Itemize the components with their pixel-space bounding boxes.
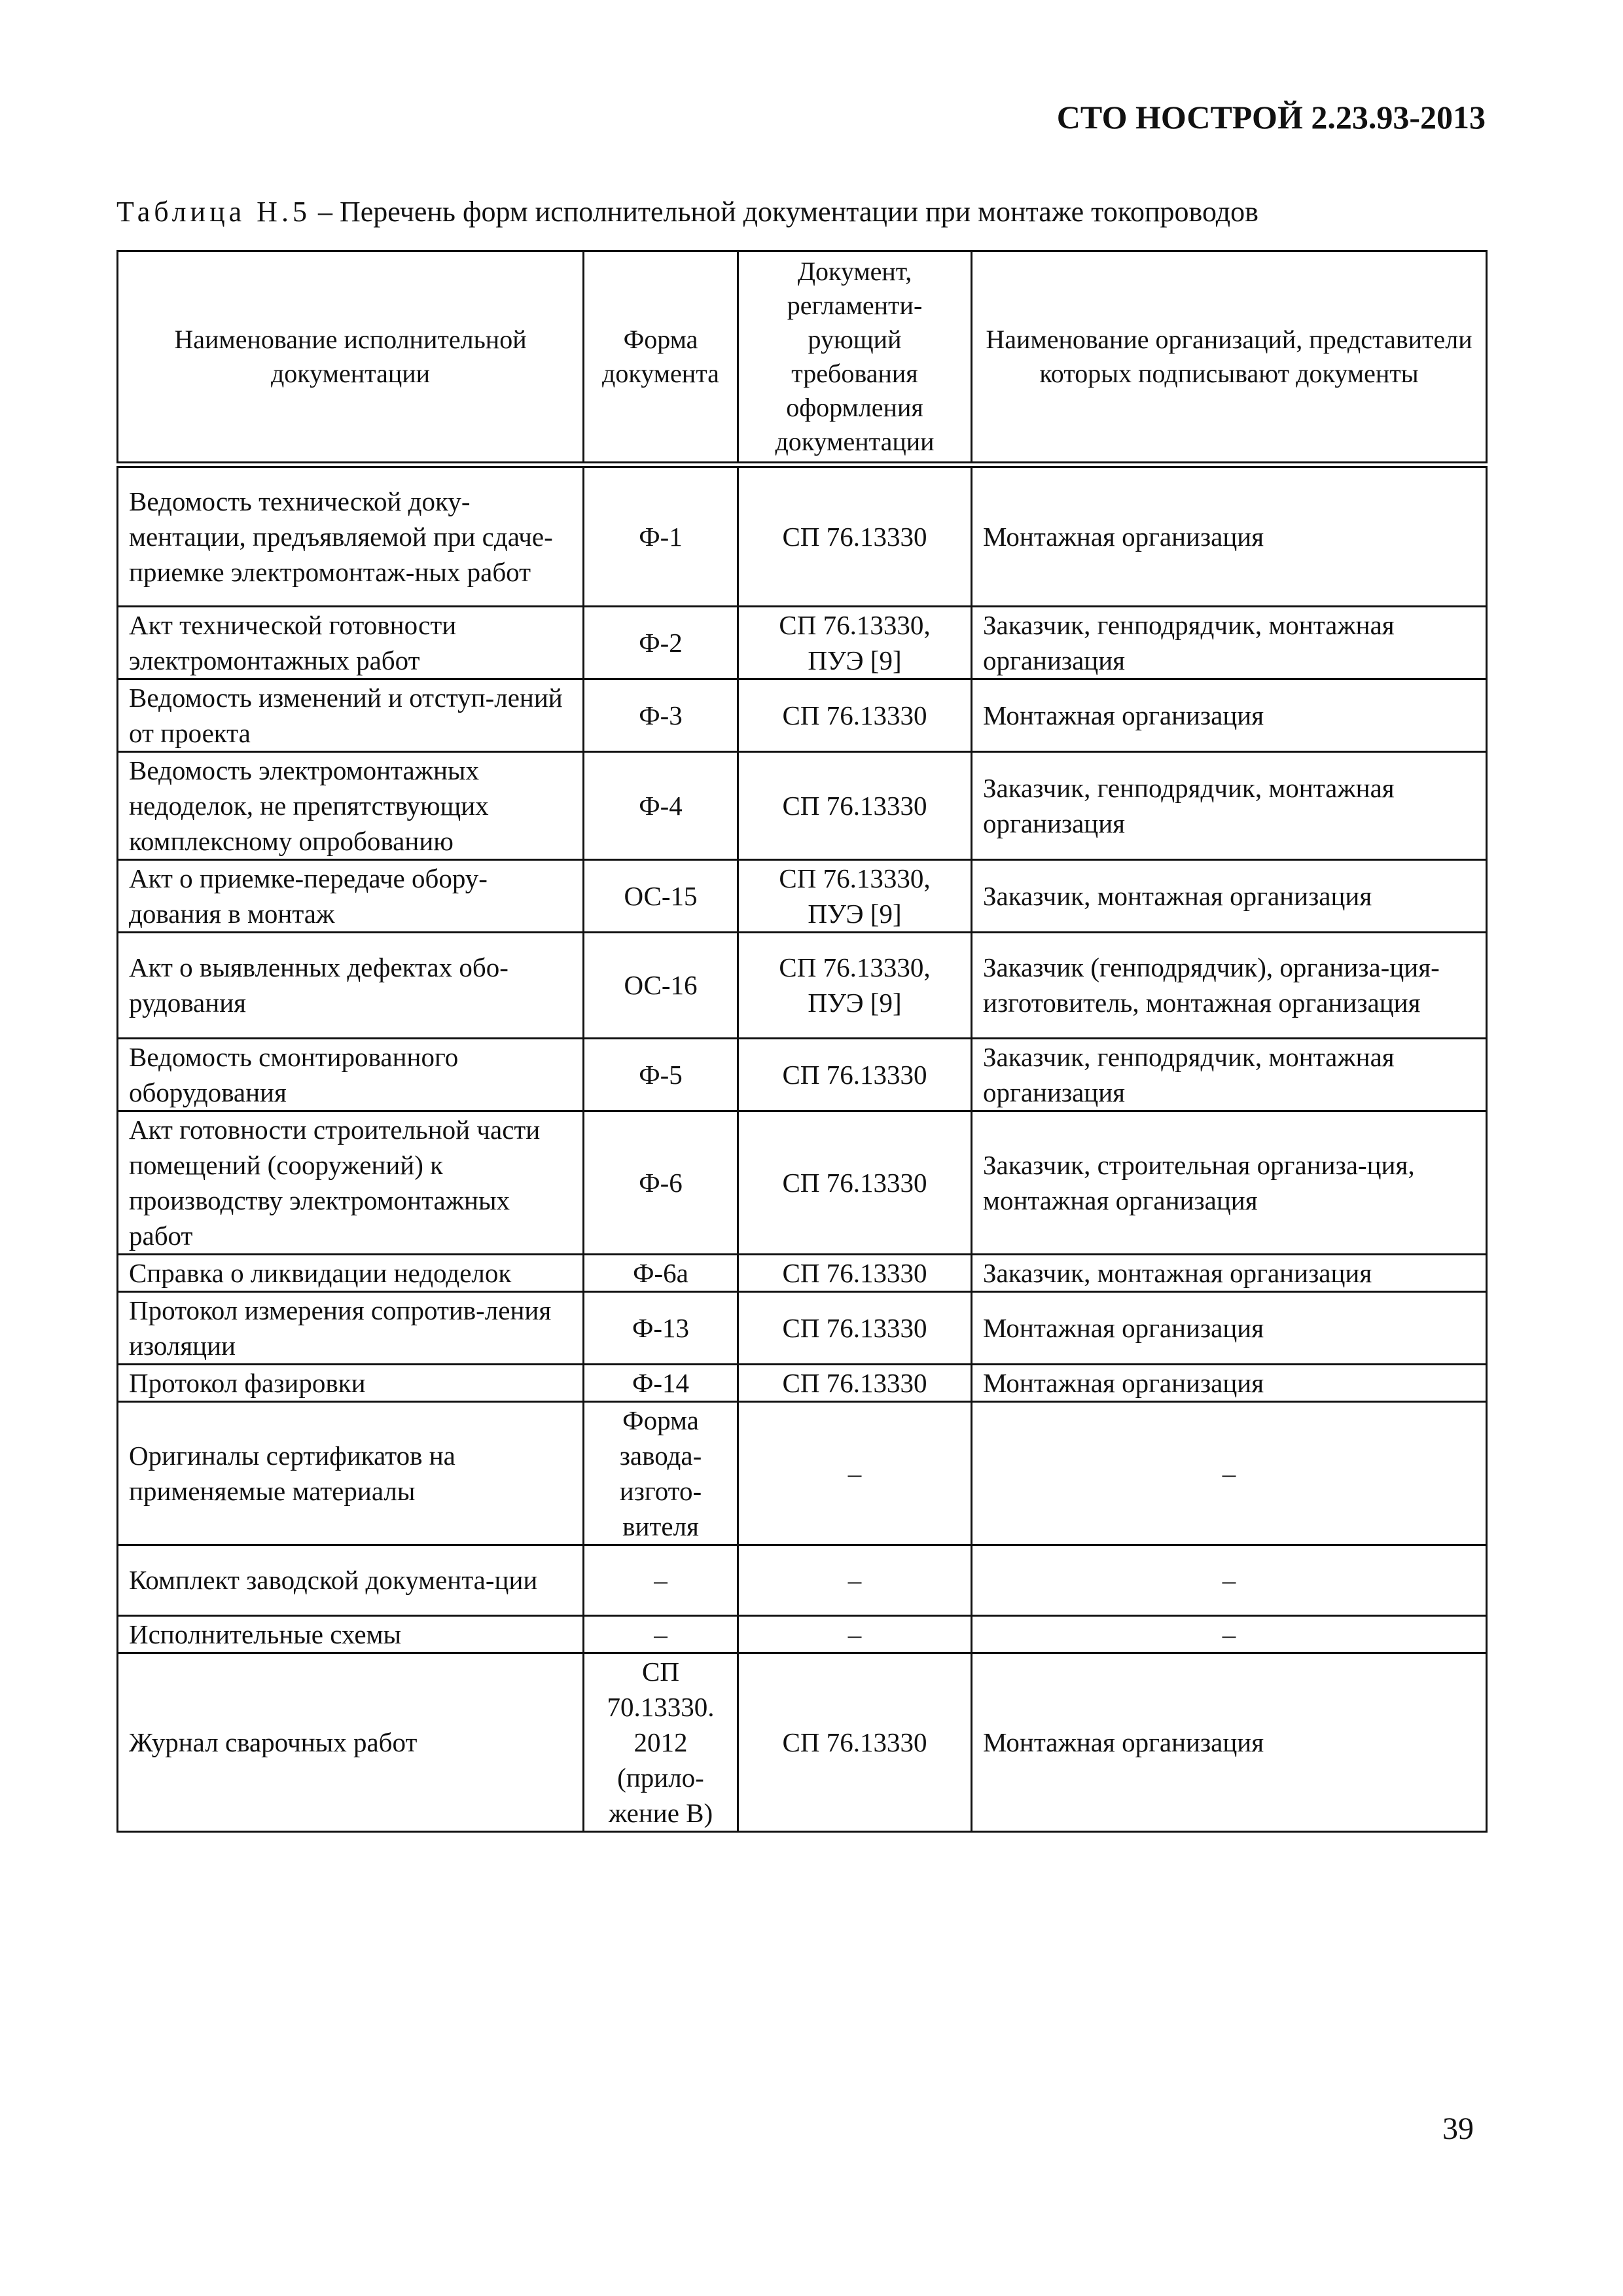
table-row xyxy=(118,465,1487,606)
table-caption-text: – Перечень форм исполнительной документации при монтаже токопроводов xyxy=(310,196,1258,228)
cell-regulation: СП 76.13330 xyxy=(738,465,972,606)
table-row xyxy=(118,1401,1487,1545)
cell-name: Журнал сварочных работ xyxy=(118,1653,584,1831)
column-header-form: Форма документа xyxy=(584,251,738,465)
cell-form: Ф-6а xyxy=(584,1254,738,1291)
column-header-organizations: Наименование организаций, представители которых подписывают документы xyxy=(972,251,1487,465)
cell-name: Акт технической готовности электромонтажных работ xyxy=(118,606,584,679)
cell-name: Ведомость электромонтажных недоделок, не препятствующих комплексному опробованию xyxy=(118,751,584,859)
cell-organizations: Заказчик, генподрядчик, монтажная организация xyxy=(972,751,1487,859)
table-row xyxy=(118,1111,1487,1254)
table-row xyxy=(118,751,1487,859)
cell-regulation: СП 76.13330 xyxy=(738,1653,972,1831)
cell-form: – xyxy=(584,1615,738,1653)
cell-organizations: – xyxy=(972,1615,1487,1653)
cell-form: ОС-15 xyxy=(584,859,738,932)
cell-name: Оригиналы сертификатов на применяемые материалы xyxy=(118,1401,584,1545)
table-caption-label: Таблица Н.5 xyxy=(116,196,311,228)
document-code: СТО НОСТРОЙ 2.23.93-2013 xyxy=(1056,99,1486,135)
table-row xyxy=(118,679,1487,751)
cell-organizations: Монтажная организация xyxy=(972,1653,1487,1831)
cell-organizations: Заказчик, монтажная организация xyxy=(972,859,1487,932)
cell-form: Ф-6 xyxy=(584,1111,738,1254)
table-row xyxy=(118,932,1487,1038)
page-number: 39 xyxy=(1442,2111,1474,2146)
cell-regulation: СП 76.13330, ПУЭ [9] xyxy=(738,606,972,679)
table-header-row xyxy=(118,251,1487,465)
cell-name: Ведомость изменений и отступ-лений от проекта xyxy=(118,679,584,751)
cell-organizations: Заказчик, генподрядчик, монтажная организация xyxy=(972,1038,1487,1111)
cell-regulation: СП 76.13330, ПУЭ [9] xyxy=(738,932,972,1038)
cell-name: Акт о выявленных дефектах обо-рудования xyxy=(118,932,584,1038)
table-row xyxy=(118,1291,1487,1364)
cell-organizations: Заказчик (генподрядчик), организа-ция-изготовитель, монтажная организация xyxy=(972,932,1487,1038)
table-row xyxy=(118,1615,1487,1653)
cell-name: Комплект заводской документа-ции xyxy=(118,1545,584,1615)
table-row xyxy=(118,606,1487,679)
cell-form: Ф-3 xyxy=(584,679,738,751)
cell-organizations: Монтажная организация xyxy=(972,1291,1487,1364)
cell-organizations: Заказчик, генподрядчик, монтажная организация xyxy=(972,606,1487,679)
table-row xyxy=(118,859,1487,932)
cell-organizations: Заказчик, строительная организа-ция, монтажная организация xyxy=(972,1111,1487,1254)
cell-form: Ф-14 xyxy=(584,1364,738,1401)
cell-form: Ф-1 xyxy=(584,465,738,606)
documentation-forms-table xyxy=(116,250,1488,1833)
cell-form: Ф-4 xyxy=(584,751,738,859)
cell-organizations: – xyxy=(972,1401,1487,1545)
cell-regulation: СП 76.13330 xyxy=(738,1364,972,1401)
cell-form: ОС-16 xyxy=(584,932,738,1038)
cell-name: Исполнительные схемы xyxy=(118,1615,584,1653)
table-row xyxy=(118,1254,1487,1291)
cell-regulation: – xyxy=(738,1545,972,1615)
cell-organizations: Заказчик, монтажная организация xyxy=(972,1254,1487,1291)
cell-name: Протокол измерения сопротив-ления изоляции xyxy=(118,1291,584,1364)
cell-regulation: СП 76.13330 xyxy=(738,1291,972,1364)
cell-name: Протокол фазировки xyxy=(118,1364,584,1401)
cell-organizations: Монтажная организация xyxy=(972,465,1487,606)
cell-form: Ф-2 xyxy=(584,606,738,679)
cell-name: Справка о ликвидации недоделок xyxy=(118,1254,584,1291)
cell-regulation: СП 76.13330 xyxy=(738,751,972,859)
cell-name: Акт о приемке-передаче обору-дования в монтаж xyxy=(118,859,584,932)
cell-name: Ведомость смонтированного оборудования xyxy=(118,1038,584,1111)
column-header-regulation: Документ, регламенти-рующий требования оформления документации xyxy=(738,251,972,465)
cell-regulation: – xyxy=(738,1615,972,1653)
cell-form: Ф-5 xyxy=(584,1038,738,1111)
cell-form: Форма завода-изгото-вителя xyxy=(584,1401,738,1545)
cell-form: СП 70.13330. 2012 (прило-жение В) xyxy=(584,1653,738,1831)
cell-regulation: – xyxy=(738,1401,972,1545)
table-caption xyxy=(116,195,1258,228)
table-row xyxy=(118,1364,1487,1401)
cell-regulation: СП 76.13330 xyxy=(738,679,972,751)
cell-regulation: СП 76.13330 xyxy=(738,1254,972,1291)
cell-name: Акт готовности строительной части помещений (сооружений) к производству электромонтажных работ xyxy=(118,1111,584,1254)
cell-form: Ф-13 xyxy=(584,1291,738,1364)
table-row xyxy=(118,1545,1487,1615)
cell-organizations: – xyxy=(972,1545,1487,1615)
cell-regulation: СП 76.13330 xyxy=(738,1038,972,1111)
cell-name: Ведомость технической доку-ментации, предъявляемой при сдаче-приемке электромонтаж-ных работ xyxy=(118,465,584,606)
column-header-name: Наименование исполнительной документации xyxy=(118,251,584,465)
table-row xyxy=(118,1038,1487,1111)
cell-organizations: Монтажная организация xyxy=(972,1364,1487,1401)
cell-regulation: СП 76.13330 xyxy=(738,1111,972,1254)
cell-regulation: СП 76.13330, ПУЭ [9] xyxy=(738,859,972,932)
table-row xyxy=(118,1653,1487,1831)
cell-form: – xyxy=(584,1545,738,1615)
cell-organizations: Монтажная организация xyxy=(972,679,1487,751)
